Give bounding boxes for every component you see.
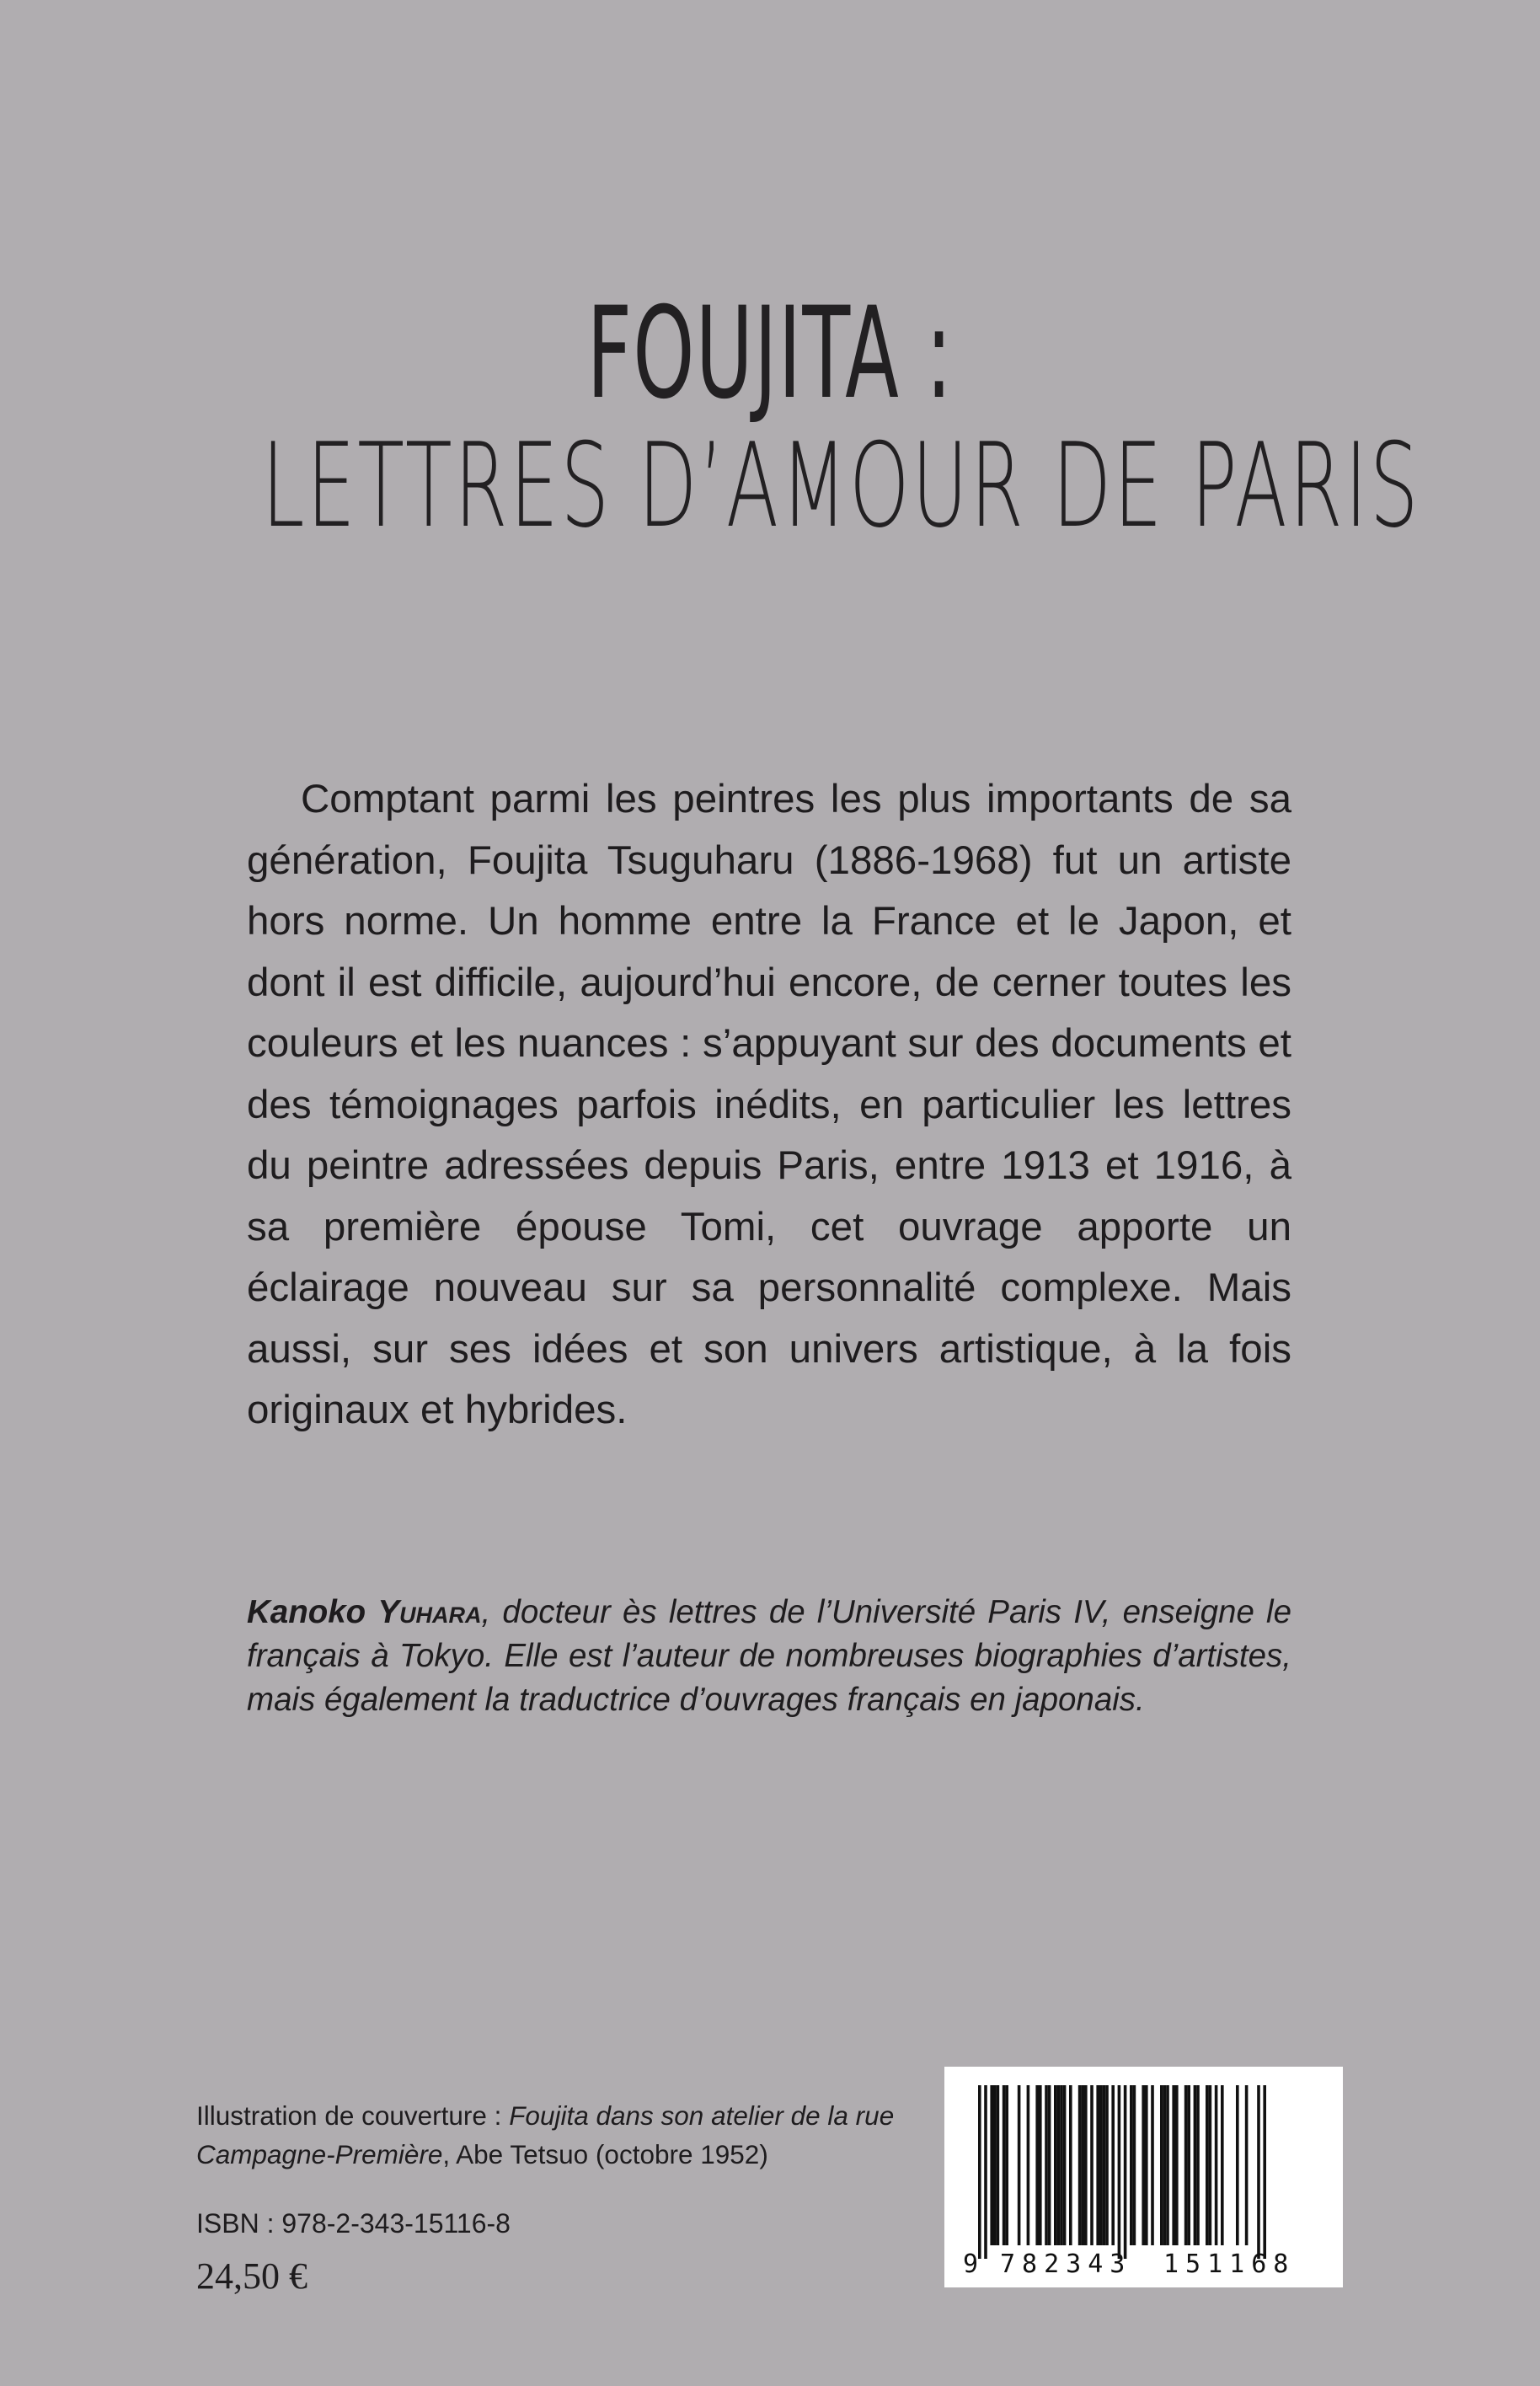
- barcode: [944, 2067, 1343, 2287]
- credit-work-title: Foujita dans son atelier de la rue Campagne-Première: [196, 2100, 895, 2169]
- title-block: [0, 281, 1540, 554]
- barcode-bar: [997, 2085, 1000, 2245]
- barcode-bar: [1096, 2085, 1099, 2245]
- barcode-bar: [993, 2085, 997, 2245]
- barcode-bar: [1187, 2085, 1190, 2245]
- barcode-bar: [1124, 2085, 1127, 2259]
- author-last-name: Yuhara: [377, 1594, 482, 1630]
- barcode-bar: [1175, 2085, 1179, 2245]
- barcode-bar: [1145, 2085, 1148, 2245]
- barcode-bar: [1018, 2085, 1021, 2245]
- barcode-bar: [1005, 2085, 1008, 2245]
- barcode-bar: [1027, 2085, 1030, 2245]
- barcode-bar: [984, 2085, 987, 2259]
- barcode-bar: [1166, 2085, 1169, 2245]
- price: 24,50 €: [196, 2255, 307, 2297]
- barcode-graphic: [944, 2067, 1343, 2287]
- barcode-bar: [1196, 2085, 1200, 2245]
- barcode-bar: [990, 2085, 993, 2245]
- barcode-bar: [1054, 2085, 1057, 2245]
- barcode-bar: [1069, 2085, 1072, 2245]
- barcode-bar: [1105, 2085, 1109, 2245]
- barcode-bar: [1060, 2085, 1063, 2245]
- barcode-bar: [1184, 2085, 1188, 2245]
- barcode-bar: [1257, 2085, 1260, 2259]
- author-bio-text: , docteur ès lettres de l’Université Paris IV, enseigne le français à Tokyo. Elle est l’auteur de nombreuses biographies d’artistes, mais également la traductrice d’ouvrages français en japonais.: [247, 1594, 1291, 1718]
- isbn: ISBN : 978-2-343-15116-8: [196, 2208, 511, 2239]
- barcode-bar: [1003, 2085, 1006, 2245]
- barcode-left-digits: 782343: [1000, 2250, 1132, 2279]
- barcode-bar: [1035, 2085, 1039, 2245]
- barcode-bar: [1130, 2085, 1133, 2245]
- author-first-name: Kanoko: [247, 1594, 366, 1630]
- barcode-first-digit: 9: [963, 2250, 979, 2279]
- barcode-bar: [1045, 2085, 1048, 2245]
- barcode-bar: [1090, 2085, 1094, 2245]
- barcode-bar: [1099, 2085, 1103, 2245]
- barcode-bar: [1084, 2085, 1088, 2245]
- barcode-bar: [1160, 2085, 1163, 2245]
- barcode-bar: [1163, 2085, 1167, 2245]
- barcode-bar: [1263, 2085, 1266, 2259]
- barcode-bar: [978, 2085, 981, 2259]
- book-subtitle: LETTRES D’AMOUR DE PARIS: [261, 418, 1421, 554]
- barcode-bar: [1078, 2085, 1082, 2245]
- barcode-bars: [978, 2085, 1266, 2259]
- barcode-bar: [1133, 2085, 1136, 2245]
- barcode-right-digits: 151168: [1163, 2250, 1296, 2279]
- barcode-bar: [1172, 2085, 1175, 2245]
- author-bio: [247, 1591, 1291, 1722]
- barcode-bar: [1118, 2085, 1121, 2259]
- book-title: FOUJITA :: [586, 281, 954, 427]
- barcode-bar: [1209, 2085, 1212, 2245]
- barcode-bar: [1103, 2085, 1106, 2245]
- barcode-bar: [1081, 2085, 1084, 2245]
- barcode-bar: [1048, 2085, 1051, 2245]
- barcode-bar: [1221, 2085, 1224, 2245]
- barcode-bar: [1111, 2085, 1115, 2245]
- back-cover-blurb: Comptant parmi les peintres les plus importants de sa génération, Foujita Tsuguharu (1886-1968) fut un artiste hors norme. Un homme entre la France et le Japon, et dont il est difficile, aujourd’hui encore, de cerner toutes les couleurs et les nuances : s’appuyant sur des documents et des témoignages parfois inédits, en particulier les lettres du peintre adressées depuis Paris, entre 1913 et 1916, à sa première épouse Tomi, cet ouvrage apporte un éclairage nouveau sur sa personnalité complexe. Mais aussi, sur ses idées et son univers artistique, à la fois originaux et hybrides.: [247, 777, 1291, 1432]
- barcode-bar: [1245, 2085, 1249, 2245]
- barcode-bar: [1215, 2085, 1218, 2245]
- credit-suffix: , Abe Tetsuo (octobre 1952): [442, 2139, 768, 2169]
- cover-illustration-credit: [196, 2096, 921, 2174]
- barcode-bar: [1206, 2085, 1209, 2245]
- barcode-bar: [1057, 2085, 1061, 2245]
- credit-prefix: Illustration de couverture :: [196, 2100, 510, 2131]
- barcode-bar: [1142, 2085, 1145, 2245]
- barcode-bar: [1194, 2085, 1197, 2245]
- barcode-bar: [1063, 2085, 1067, 2245]
- barcode-bar: [1236, 2085, 1239, 2245]
- barcode-bar: [1151, 2085, 1154, 2245]
- barcode-bar: [1039, 2085, 1042, 2245]
